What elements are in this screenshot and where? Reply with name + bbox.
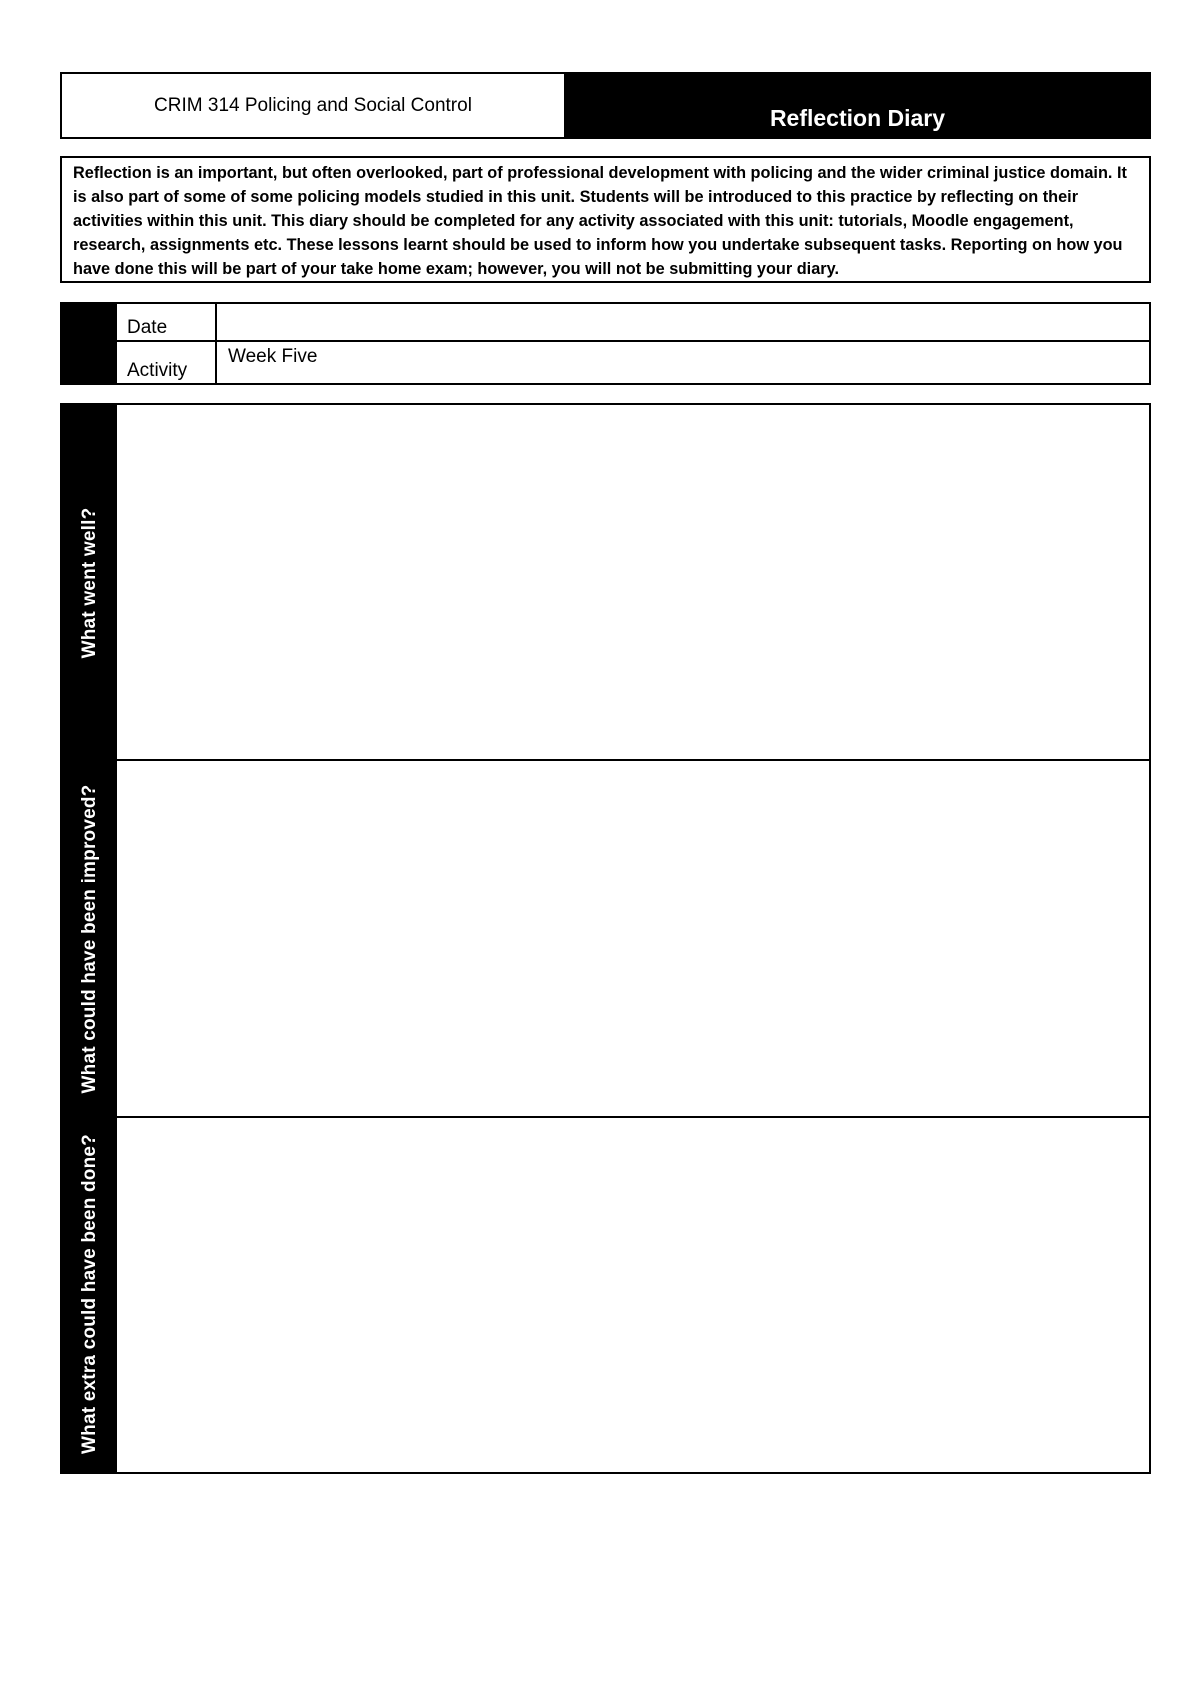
- meta-grid: [117, 304, 1149, 383]
- reflection-sections: [117, 405, 1149, 1472]
- date-field[interactable]: [217, 304, 1149, 342]
- date-label: Date: [117, 304, 217, 342]
- improved-label: What could have been improved?: [78, 784, 100, 1093]
- improved-field[interactable]: [117, 761, 1149, 1117]
- intro-paragraph: Reflection is an important, but often overlooked, part of professional development with policing and the wider criminal justice domain. It is also part of some of some policing models studied in this unit. Students will be introduced to this practice by reflecting on their activities within this unit. This diary should be completed for any activity associated with this unit: tutorials, Moodle engagement, research, assignments etc. These lessons learnt should be used to inform how you undertake subsequent tasks. Reporting on how you have done this will be part of your take home exam; however, you will not be submitting your diary.: [60, 156, 1151, 283]
- went-well-field[interactable]: [117, 405, 1149, 761]
- meta-table: [60, 302, 1151, 385]
- meta-side-bar: [62, 304, 117, 383]
- document-title: Reflection Diary: [566, 74, 1149, 137]
- extra-label-cell: [62, 1116, 117, 1472]
- activity-field[interactable]: Week Five: [228, 346, 318, 367]
- course-title: CRIM 314 Policing and Social Control: [62, 74, 566, 137]
- extra-label: What extra could have been done?: [78, 1134, 100, 1455]
- document-header: [60, 72, 1151, 139]
- went-well-label-cell: [62, 405, 117, 761]
- reflection-side-bar: [62, 405, 117, 1472]
- improved-label-cell: [62, 761, 117, 1117]
- activity-label: Activity: [117, 342, 217, 383]
- went-well-label: What went well?: [78, 507, 100, 659]
- extra-field[interactable]: [117, 1118, 1149, 1472]
- reflection-table: [60, 403, 1151, 1474]
